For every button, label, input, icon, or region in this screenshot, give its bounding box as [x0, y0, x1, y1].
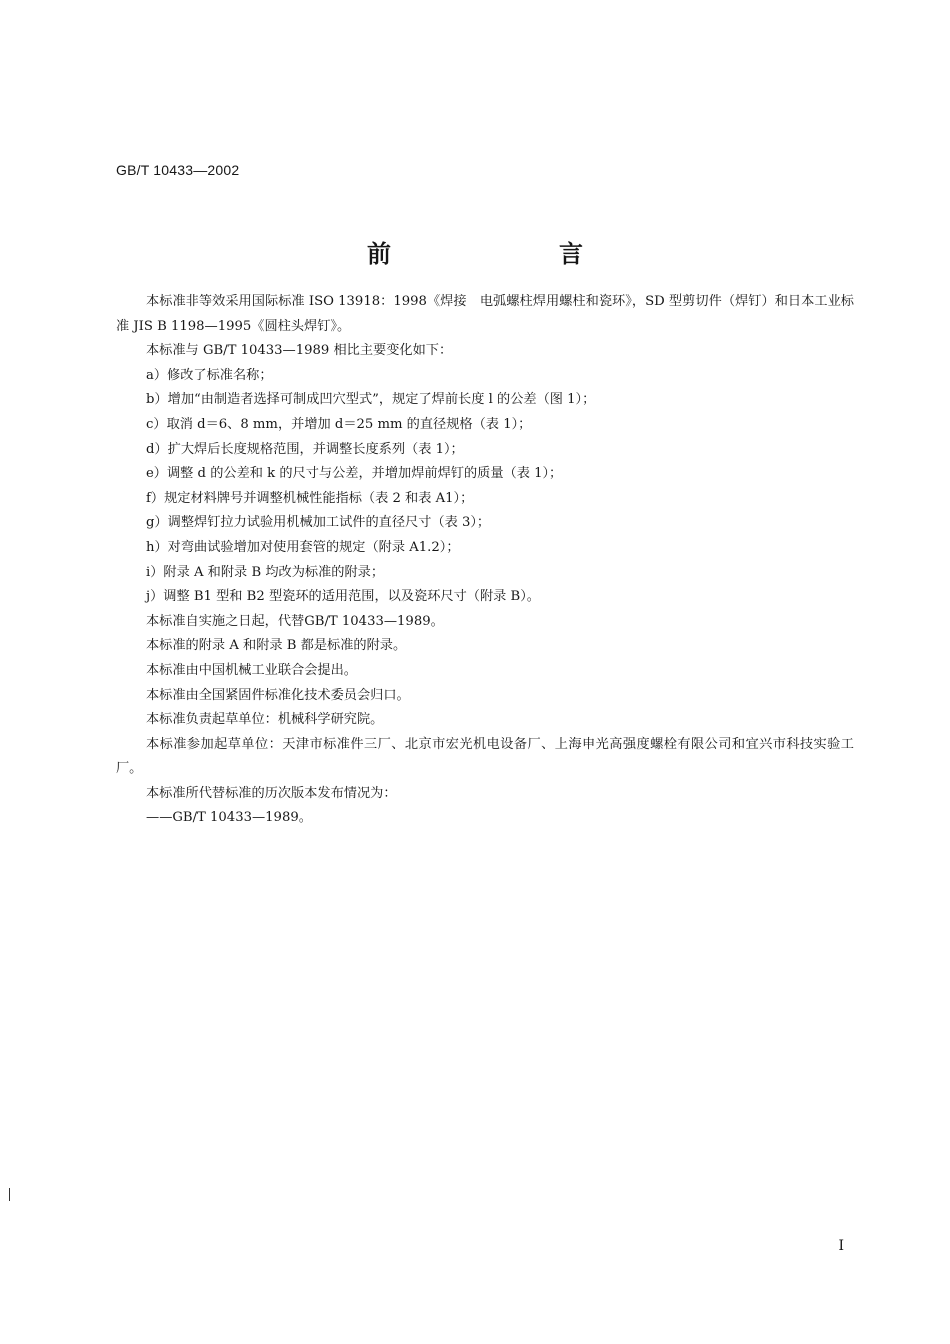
list-item-b: b）增加“由制造者选择可制成凹穴型式”，规定了焊前长度 l 的公差（图 1）； — [146, 392, 596, 408]
list-item-j: j）调整 B1 型和 B2 型瓷环的适用范围，以及瓷环尺寸（附录 B）。 — [146, 589, 540, 605]
paragraph-supersedes: 本标准自实施之日起，代替GB/T 10433—1989。 — [146, 613, 444, 629]
list-item-c: c）取消 d＝6、8 mm，并增加 d＝25 mm 的直径规格（表 1）； — [146, 416, 532, 432]
standard-code: GB/T 10433—2002 — [116, 162, 240, 178]
paragraph-changes-intro: 本标准与 GB/T 10433—1989 相比主要变化如下： — [146, 343, 453, 359]
list-item-d: d）扩大焊后长度规格范围，并调整长度系列（表 1）； — [146, 441, 464, 457]
paragraph-history-item: ——GB/T 10433—1989。 — [146, 810, 312, 826]
paragraph-committee: 本标准由全国紧固件标准化技术委员会归口。 — [146, 687, 410, 703]
paragraph-adoption: 本标准非等效采用国际标准 ISO 13918：1998《焊接 电弧螺柱焊用螺柱和瓷环》，SD 型剪切件（焊钉）和日本工业标准 JIS B 1198—1995《圆柱头焊钉》。 — [116, 294, 854, 334]
list-item-e: e）调整 d 的公差和 k 的尺寸与公差，并增加焊前焊钉的质量（表 1）； — [146, 466, 563, 482]
paragraph-drafting-unit: 本标准负责起草单位：机械科学研究院。 — [146, 712, 384, 728]
list-item-a: a）修改了标准名称； — [146, 367, 273, 383]
page-number: I — [838, 1238, 844, 1254]
foreword-body — [116, 290, 854, 831]
paragraph-annexes: 本标准的附录 A 和附录 B 都是标准的附录。 — [146, 638, 407, 654]
page-title: 前 言 — [367, 240, 655, 268]
paragraph-participating-units: 本标准参加起草单位：天津市标准件三厂、北京市宏光机电设备厂、上海申光高强度螺栓有限公司和宜兴市科技实验工厂。 — [116, 736, 854, 777]
paragraph-proposed-by: 本标准由中国机械工业联合会提出。 — [146, 662, 357, 678]
margin-mark — [9, 1188, 10, 1201]
list-item-g: g）调整焊钉拉力试验用机械加工试件的直径尺寸（表 3）； — [146, 515, 491, 531]
paragraph-history-intro: 本标准所代替标准的历次版本发布情况为： — [146, 785, 397, 801]
list-item-i: i）附录 A 和附录 B 均改为标准的附录； — [146, 564, 385, 580]
list-item-h: h）对弯曲试验增加对使用套管的规定（附录 A1.2）； — [146, 539, 460, 555]
list-item-f: f）规定材料牌号并调整机械性能指标（表 2 和表 A1）； — [146, 490, 474, 506]
